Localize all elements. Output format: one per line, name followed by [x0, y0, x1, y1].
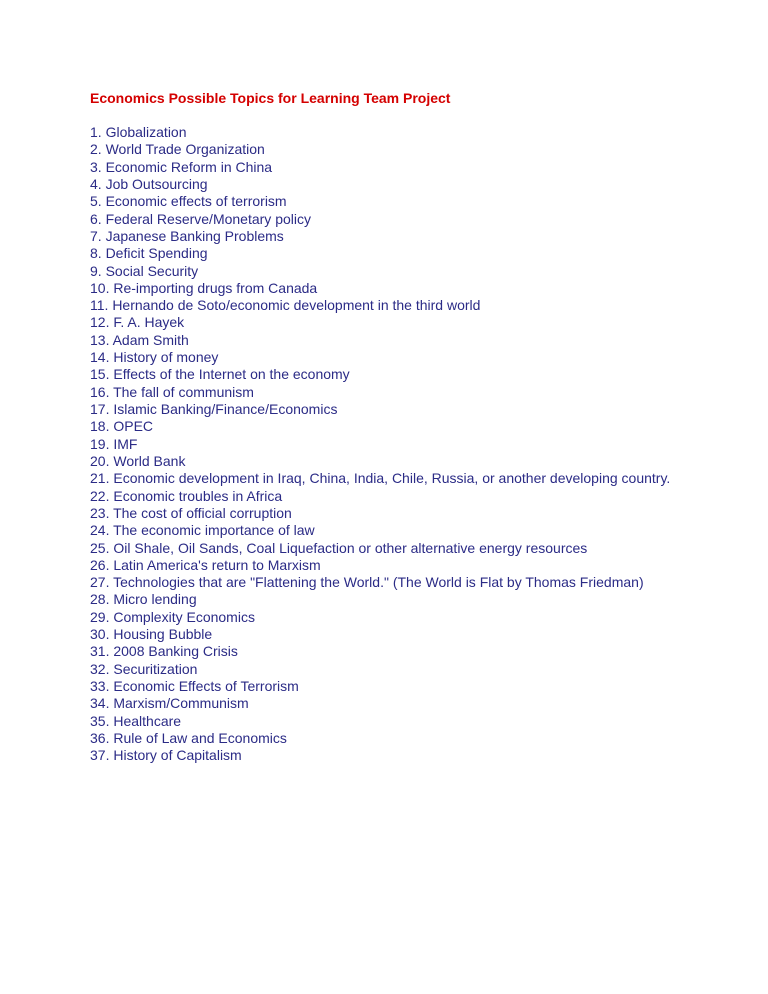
topic-item: 23. The cost of official corruption — [90, 504, 292, 521]
topic-item: 2. World Trade Organization — [90, 141, 265, 158]
topic-item: 18. OPEC — [90, 418, 154, 435]
topic-item: 27. Technologies that are "Flattening the World." (The World is Flat by Thomas Friedman) — [90, 574, 644, 591]
topic-item: 37. History of Capitalism — [90, 747, 242, 764]
topic-item: 5. Economic effects of terrorism — [90, 193, 287, 210]
topic-item: 8. Deficit Spending — [90, 245, 208, 262]
topic-item: 20. World Bank — [90, 452, 186, 469]
topic-list — [90, 124, 690, 765]
topic-item: 15. Effects of the Internet on the economy — [90, 366, 350, 383]
topic-item: 34. Marxism/Communism — [90, 695, 249, 712]
topic-item: 14. History of money — [90, 349, 219, 366]
document-title: Economics Possible Topics for Learning Team Project — [90, 90, 451, 106]
document-page — [90, 89, 690, 765]
topic-item: 21. Economic development in Iraq, China, India, Chile, Russia, or another developing country. — [90, 470, 671, 487]
topic-item: 32. Securitization — [90, 660, 198, 677]
topic-item: 22. Economic troubles in Africa — [90, 487, 283, 504]
topic-item: 19. IMF — [90, 435, 138, 452]
topic-item: 1. Globalization — [90, 124, 187, 140]
topic-item: 4. Job Outsourcing — [90, 175, 208, 192]
topic-item: 11. Hernando de Soto/economic development in the third world — [90, 297, 481, 314]
topic-item: 9. Social Security — [90, 262, 199, 279]
topic-item: 29. Complexity Economics — [90, 608, 255, 625]
topic-item: 26. Latin America's return to Marxism — [90, 556, 321, 573]
topic-item: 16. The fall of communism — [90, 383, 254, 400]
topic-item: 33. Economic Effects of Terrorism — [90, 678, 299, 694]
topic-item: 7. Japanese Banking Problems — [90, 227, 284, 244]
topic-item: 10. Re-importing drugs from Canada — [90, 279, 318, 296]
topic-item: 24. The economic importance of law — [90, 522, 315, 539]
topic-item: 3. Economic Reform in China — [90, 158, 273, 175]
topic-item: 36. Rule of Law and Economics — [90, 729, 287, 746]
topic-item: 17. Islamic Banking/Finance/Economics — [90, 401, 338, 417]
topic-item: 12. F. A. Hayek — [90, 314, 185, 331]
topic-item: 35. Healthcare — [90, 712, 182, 729]
topic-item: 6. Federal Reserve/Monetary policy — [90, 210, 311, 227]
topic-item: 13. Adam Smith — [90, 331, 189, 348]
topic-item: 31. 2008 Banking Crisis — [90, 643, 238, 660]
topic-item: 28. Micro lending — [90, 591, 197, 608]
topic-item: 30. Housing Bubble — [90, 626, 213, 643]
topic-item: 25. Oil Shale, Oil Sands, Coal Liquefaction or other alternative energy resources — [90, 539, 588, 556]
